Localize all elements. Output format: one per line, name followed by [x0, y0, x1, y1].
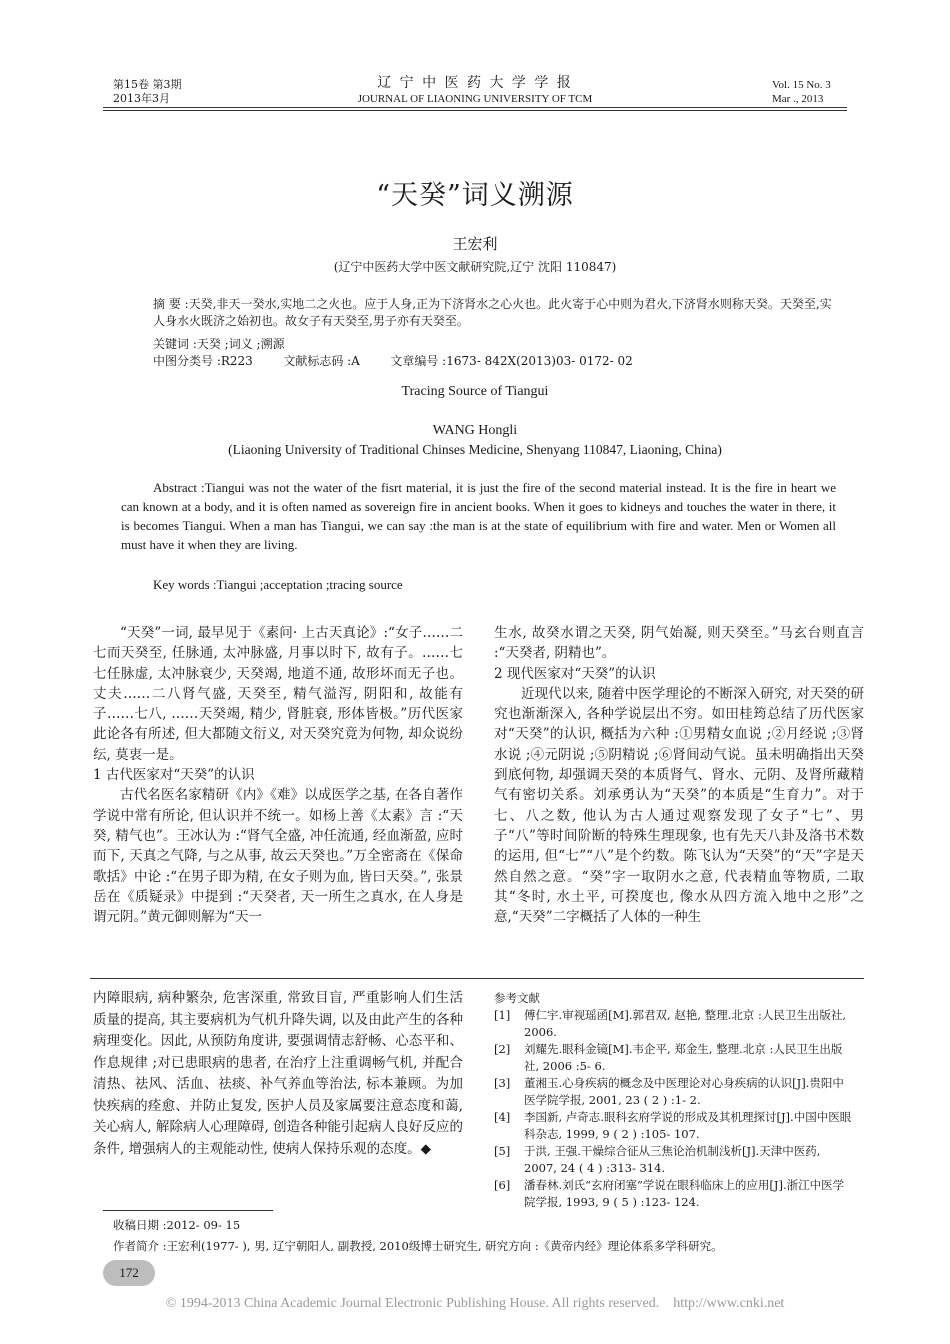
- section-heading-1: 1 古代医家对“天癸”的认识: [93, 767, 255, 784]
- other-article-text: [93, 988, 463, 1160]
- affiliation: (辽宁中医药大学中医文献研究院,辽宁 沈阳 110847): [333, 260, 617, 274]
- section-heading-2: 2 现代医家对“天癸”的认识: [494, 665, 656, 682]
- reference-item: [3] 董湘玉.心身疾病的概念及中医理论对心身疾病的认识[J].贵阳中医学院学报, 2001, 23 ( 2 ) :1- 2.: [494, 1076, 844, 1107]
- section-divider: [90, 978, 864, 979]
- reference-item: [5] 于洪, 王强.干燥综合征从三焦论治机制浅析[J].天津中医药, 2007, 24 ( 4 ) :313- 314.: [494, 1144, 821, 1175]
- received-date: 收稿日期 :2012- 09- 15: [113, 1218, 241, 1232]
- header-rule-top: [103, 107, 847, 108]
- paragraph: 内障眼病, 病种繁杂, 危害深重, 常致目盲, 严重影响人们生活质量的提高, 其主要病机为气机升降失调, 以及由此产生的各种病理变化。因此, 从预防角度讲, 要强调情志舒畅、心态平和、作息规律 ;对已患眼病的患者, 在治疗上注重调畅气机, 并配合清热、祛风、活血、祛痰、补气养血等治法, 标本兼顾。为加快疾病的痊愈、并防止复发, 医护人员及家属要注意态度和蔼, 关心病人, 解除病人心理障碍, 创造各种能引起病人良好反应的条件, 增强病人的主观能动性, 使病人保持乐观的态度。: [93, 990, 463, 1157]
- paragraph: 古代名医名家精研《内》《难》以成医学之基, 在各自著作学说中常有所论, 但认识并不统一。如杨上善《太素》言 :“天癸, 精气也”。王冰认为 :“肾气全盛, 冲任流通, 经血渐盈, 应时而下, 天真之气降, 与之从事, 故云天癸也。”万全密斋在《保命歌括》中论 :“在男子即为精, 在女子则为血, 皆曰天癸。”, 张景岳在《质疑录》中提到 :“天癸者, 天一所生之真水, 在人身是谓元阴。”黄元御则解为“天一: [93, 787, 463, 926]
- reference-item: [6] 潘春林.刘氏“玄府闭塞”学说在眼科临床上的应用[J].浙江中医学院学报, 1993, 9 ( 5 ) :123- 124.: [494, 1178, 845, 1209]
- title-en: Tracing Source of Tiangui: [401, 384, 549, 399]
- reference-item: [2] 刘耀先.眼科金镜[M].韦企平, 郑金生, 整理.北京 :人民卫生出版社, 2006 :5- 6.: [494, 1042, 843, 1073]
- body-right-column: [494, 623, 864, 927]
- header-vol-en: Vol. 15 No. 3 Mar ., 2013: [772, 79, 831, 105]
- author-en: WANG Hongli: [432, 423, 518, 438]
- author-bio: 作者简介 :王宏利(1977- ), 男, 辽宁朝阳人, 副教授, 2010级博士研究生, 研究方向 :《黄帝内经》理论体系多学科研究。: [113, 1239, 723, 1253]
- page-number: 172: [103, 1260, 155, 1286]
- end-mark-icon: ◆: [420, 1140, 432, 1157]
- journal-name: 辽 宁 中 医 药 大 学 学 报 JOURNAL OF LIAONING UNIVERSITY OF TCM: [357, 75, 593, 105]
- author: 王宏利: [452, 235, 498, 253]
- reference-item: [1] 傅仁宇.审视瑶函[M].郭君双, 赵艳, 整理.北京 :人民卫生出版社, 2006.: [494, 1008, 847, 1039]
- references-title: 参考文献: [494, 991, 540, 1005]
- paragraph: “天癸”一词, 最早见于《素问· 上古天真论》:“女子……二七而天癸至, 任脉通, 太冲脉盛, 月事以时下, 故有子。……七七任脉虚, 太冲脉衰少, 天癸竭, 地道不通, 故形坏而无子也。丈夫……二八肾气盛, 天癸至, 精气溢泻, 阴阳和, 故能有子……七八, ……天癸竭, 精少, 肾脏衰, 形体皆极。”历代医家此论各有所述, 但大都随文衍义, 对天癸究竟为何物, 却众说纷纭, 莫衷一是。: [93, 625, 463, 763]
- keywords-en: Key words :Tiangui ;acceptation ;tracing source: [153, 577, 403, 592]
- abstract-en: Abstract :Tiangui was not the water of the fisrt material, it is just the fire of the second material instead. It is the fire in heart we can known at a body, and it is often named as sovereign fire in ancient books. When it goes to kidneys and touches the water in there, it is becomes Tiangui. When a man has Tiangui, we can say :the man is at the state of equilibrium with fire and water. Men or Women all must have it when they are living.: [121, 480, 836, 552]
- references: [494, 990, 854, 1211]
- header-volume: 第15卷 第3期 2013年3月: [113, 78, 182, 105]
- paragraph: 近现代以来, 随着中医学理论的不断深入研究, 对天癸的研究也渐渐深入, 各种学说层出不穷。如田桂筠总结了历代医家对“天癸”的认识, 概括为六种 :①男精女血说 ;②月经说 ;③肾水说 ;④元阴说 ;⑤阴精说 ;⑥肾间动气说。虽未明确指出天癸到底何物, 却强调天癸的本质肾气、肾水、元阴、及肾所藏精气有密切关系。刘承勇认为“天癸”的本质是“生育力”。对于七、八之数, 他认为古人通过观察发现了女子“七”、男子“八”等时间阶断的特殊生理现象, 也有先天八卦及洛书术数的运用, 但“七”“八”是个约数。陈飞认为“天癸”的“天”字是天然自然之意。“癸”字一取阴水之意, 代表精血等物质, 二取其“冬时, 水土平, 可揆度也, 像水从四方流入地中之形”之意,“天癸”二字概括了人体的一种生: [494, 685, 864, 926]
- paragraph: 生水, 故癸水谓之天癸, 阴气始凝, 则天癸至。”马玄台则直言 :“天癸者, 阴精也”。: [494, 625, 864, 662]
- header-rule-bottom: [103, 110, 847, 111]
- abstract-cn: 摘 要 :天癸,非天一癸水,实地二之火也。应于人身,正为下济肾水之心火也。此火寄于心中则为君火,下济肾水则称天癸。天癸至,实人身水火既济之始初也。故女子有天癸至,男子亦有天癸至。: [153, 297, 832, 328]
- page-title: “天癸”词义溯源: [376, 180, 574, 211]
- footnote-rule: [103, 1210, 273, 1211]
- copyright: © 1994-2013 China Academic Journal Electronic Publishing House. All rights reserved. http://www.cnki.net: [165, 1296, 785, 1311]
- affiliation-en: (Liaoning University of Traditional Chinses Medicine, Shenyang 110847, Liaoning, China): [228, 442, 722, 457]
- body-left-column: [93, 623, 463, 927]
- reference-item: [4] 李国新, 卢奇志.眼科玄府学说的形成及其机理探讨[J].中国中医眼科杂志, 1999, 9 ( 2 ) :105- 107.: [494, 1110, 852, 1141]
- classification: 中图分类号 :R223 文献标志码 :A 文章编号 :1673- 842X(2013)03- 0172- 02: [153, 354, 633, 368]
- keywords-cn: 关键词 :天癸 ;词义 ;溯源: [153, 337, 285, 351]
